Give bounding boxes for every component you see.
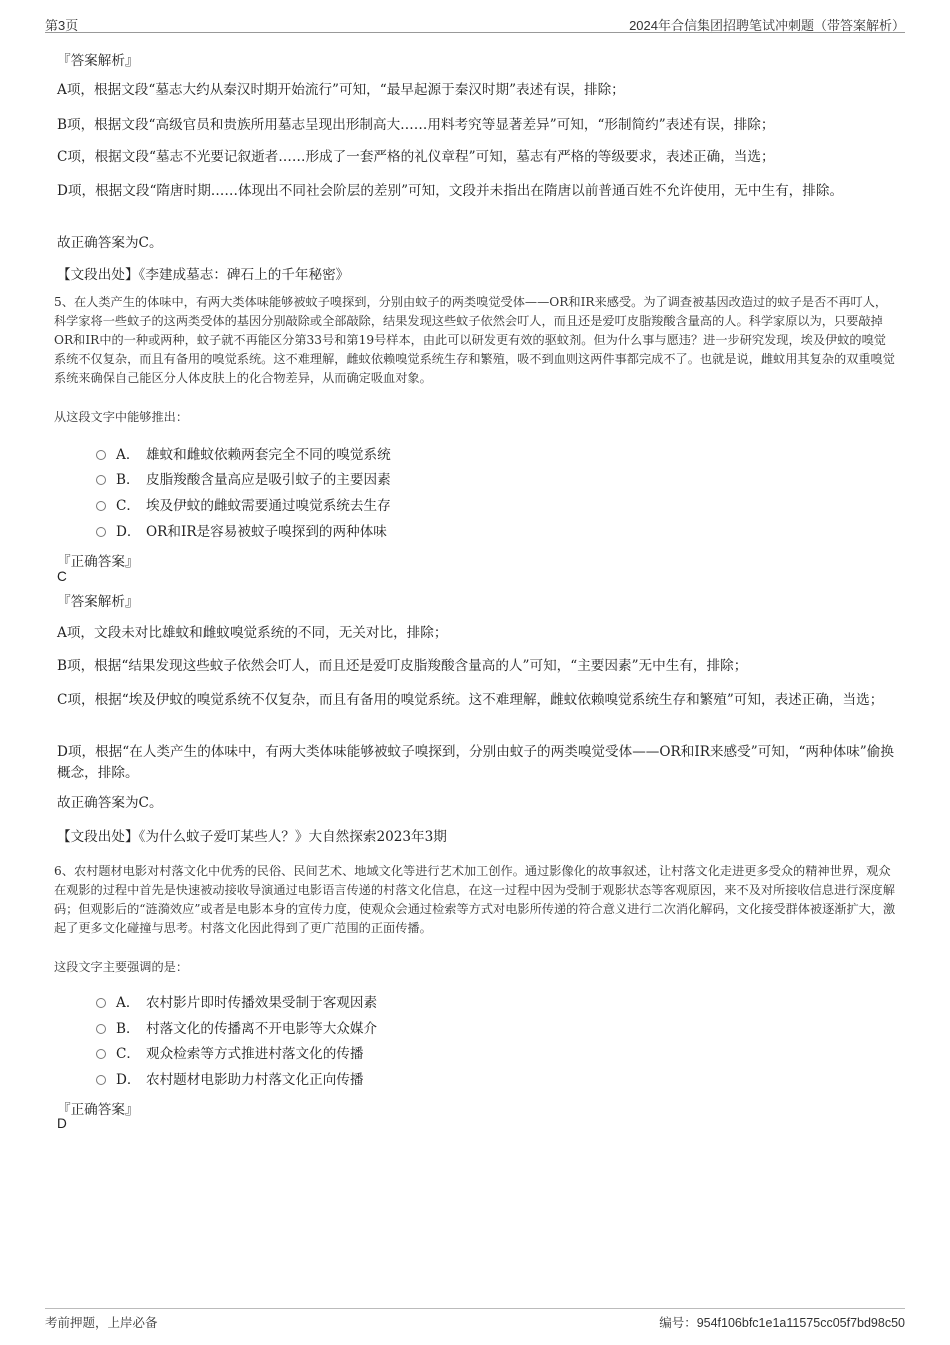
footer-divider bbox=[45, 1308, 905, 1309]
q6-option-a[interactable]: A． 农村影片即时传播效果受制于客观因素 bbox=[96, 991, 377, 1011]
footer-slogan: 考前押题，上岸必备 bbox=[45, 1316, 158, 1330]
q5-analysis-a: A项，文段未对比雄蚊和雌蚊嗅觉系统的不同，无关对比，排除； bbox=[57, 625, 448, 641]
radio-icon[interactable] bbox=[96, 475, 106, 485]
q5-analysis-d: D项，根据“在人类产生的体味中，有两大类体味能够被蚊子嗅探到，分别由蚊子的两类嗅觉受体——OR和IR来感受”可知，“两种体味”偷换概念，排除。 bbox=[57, 744, 894, 781]
q5-analysis-label: 『答案解析』 bbox=[57, 594, 139, 610]
q4-source: 【文段出处】《李建成墓志：碑石上的千年秘密》 bbox=[57, 267, 350, 283]
q4-analysis-a: A项，根据文段“墓志大约从秦汉时期开始流行”可知，“最早起源于秦汉时期”表述有误，排除； bbox=[57, 82, 625, 98]
page-number: 第3页 bbox=[45, 18, 79, 33]
q4-analysis-d: D项，根据文段“隋唐时期……体现出不同社会阶层的差别”可知，文段并未指出在隋唐以前普通百姓不允许使用，无中生有，排除。 bbox=[57, 183, 844, 199]
q4-analysis-b: B项，根据文段“高级官员和贵族所用墓志呈现出形制高大……用料考究等显著差异”可知，“形制简约”表述有误，排除； bbox=[57, 117, 775, 133]
header-divider bbox=[45, 32, 905, 33]
q6-option-d[interactable]: D． 农村题材电影助力村落文化正向传播 bbox=[96, 1068, 364, 1088]
document-code: 编号：954f106bfc1e1a11575cc05f7bd98c50 bbox=[659, 1316, 905, 1330]
q5-correct-answer: C bbox=[57, 569, 67, 584]
q5-analysis-b: B项，根据“结果发现这些蚊子依然会叮人，而且还是爱叮皮脂羧酸含量高的人”可知，“主要因素”无中生有，排除； bbox=[57, 658, 748, 674]
q5-option-d[interactable]: D． OR和IR是容易被蚊子嗅探到的两种体味 bbox=[96, 520, 387, 540]
q4-analysis-c: C项，根据文段“墓志不光要记叙逝者……形成了一套严格的礼仪章程”可知，墓志有严格的等级要求，表述正确，当选； bbox=[57, 149, 775, 165]
q5-option-c[interactable]: C． 埃及伊蚊的雌蚊需要通过嗅觉系统去生存 bbox=[96, 494, 391, 514]
q6-option-b[interactable]: B． 村落文化的传播离不开电影等大众媒介 bbox=[96, 1017, 377, 1037]
q5-stem: 5、在人类产生的体味中，有两大类体味能够被蚊子嗅探到，分别由蚊子的两类嗅觉受体——OR和IR来感受。为了调查被基因改造过的蚊子是否不再叮人，科学家将一些蚊子的这两类受体的基因分别敲除或全部敲除，结果发现这些蚊子依然会叮人，而且还是爱叮皮脂羧酸含量高的人。科学家原以为，只要敲掉OR和IR中的一种或两种，蚊子就不再能区分第33号和第19号样本，由此可以研发更有效的驱蚊剂。但为什么事与愿违？进一步研究发现，埃及伊蚊的嗅觉系统不仅复杂，而且有备用的嗅觉系统。这不难理解，雌蚊依赖嗅觉系统生存和繁殖，吸不到血则这两件事都完成不了。也就是说，雌蚊用其复杂的双重嗅觉系统来确保自己能区分人体皮肤上的化合物差异，从而确定吸血对象。 bbox=[54, 295, 895, 385]
radio-icon[interactable] bbox=[96, 450, 106, 460]
q5-correct-label: 『正确答案』 bbox=[57, 554, 139, 570]
q4-conclusion: 故正确答案为C。 bbox=[57, 235, 163, 251]
q5-analysis-c: C项，根据“埃及伊蚊的嗅觉系统不仅复杂，而且有备用的嗅觉系统。这不难理解，雌蚊依赖嗅觉系统生存和繁殖”可知，表述正确，当选； bbox=[57, 692, 884, 708]
q6-stem: 6、农村题材电影对村落文化中优秀的民俗、民间艺术、地域文化等进行艺术加工创作。通过影像化的故事叙述，让村落文化走进更多受众的精神世界，观众在观影的过程中首先是快速被动接收导演通过电影语言传递的村落文化信息，在这一过程中因为受制于观影状态等客观原因，来不及对所接收信息进行深度解码；但观影后的“涟漪效应”或者是电影本身的宣传力度，使观众会通过检索等方式对电影所传递的符合意义进行二次消化解码，文化接受群体被逐渐扩大，激起了更多文化碰撞与思考。村落文化因此得到了更广范围的正面传播。 bbox=[54, 864, 896, 935]
q5-option-a[interactable]: A． 雄蚊和雌蚊依赖两套完全不同的嗅觉系统 bbox=[96, 443, 391, 463]
q4-analysis-label: 『答案解析』 bbox=[57, 53, 139, 69]
radio-icon[interactable] bbox=[96, 1049, 106, 1059]
radio-icon[interactable] bbox=[96, 527, 106, 537]
q6-correct-label: 『正确答案』 bbox=[57, 1102, 139, 1118]
radio-icon[interactable] bbox=[96, 1075, 106, 1085]
radio-icon[interactable] bbox=[96, 998, 106, 1008]
q5-conclusion: 故正确答案为C。 bbox=[57, 795, 163, 811]
q6-option-c[interactable]: C． 观众检索等方式推进村落文化的传播 bbox=[96, 1042, 364, 1062]
q6-correct-answer: D bbox=[57, 1116, 67, 1131]
radio-icon[interactable] bbox=[96, 1024, 106, 1034]
q6-prompt: 这段文字主要强调的是： bbox=[54, 960, 189, 974]
document-title: 2024年合信集团招聘笔试冲刺题（带答案解析） bbox=[629, 18, 905, 33]
q5-option-b[interactable]: B． 皮脂羧酸含量高应是吸引蚊子的主要因素 bbox=[96, 468, 391, 488]
q5-prompt: 从这段文字中能够推出： bbox=[54, 410, 189, 424]
radio-icon[interactable] bbox=[96, 501, 106, 511]
q5-source: 【文段出处】《为什么蚊子爱叮某些人？》大自然探索2023年3期 bbox=[57, 829, 447, 845]
